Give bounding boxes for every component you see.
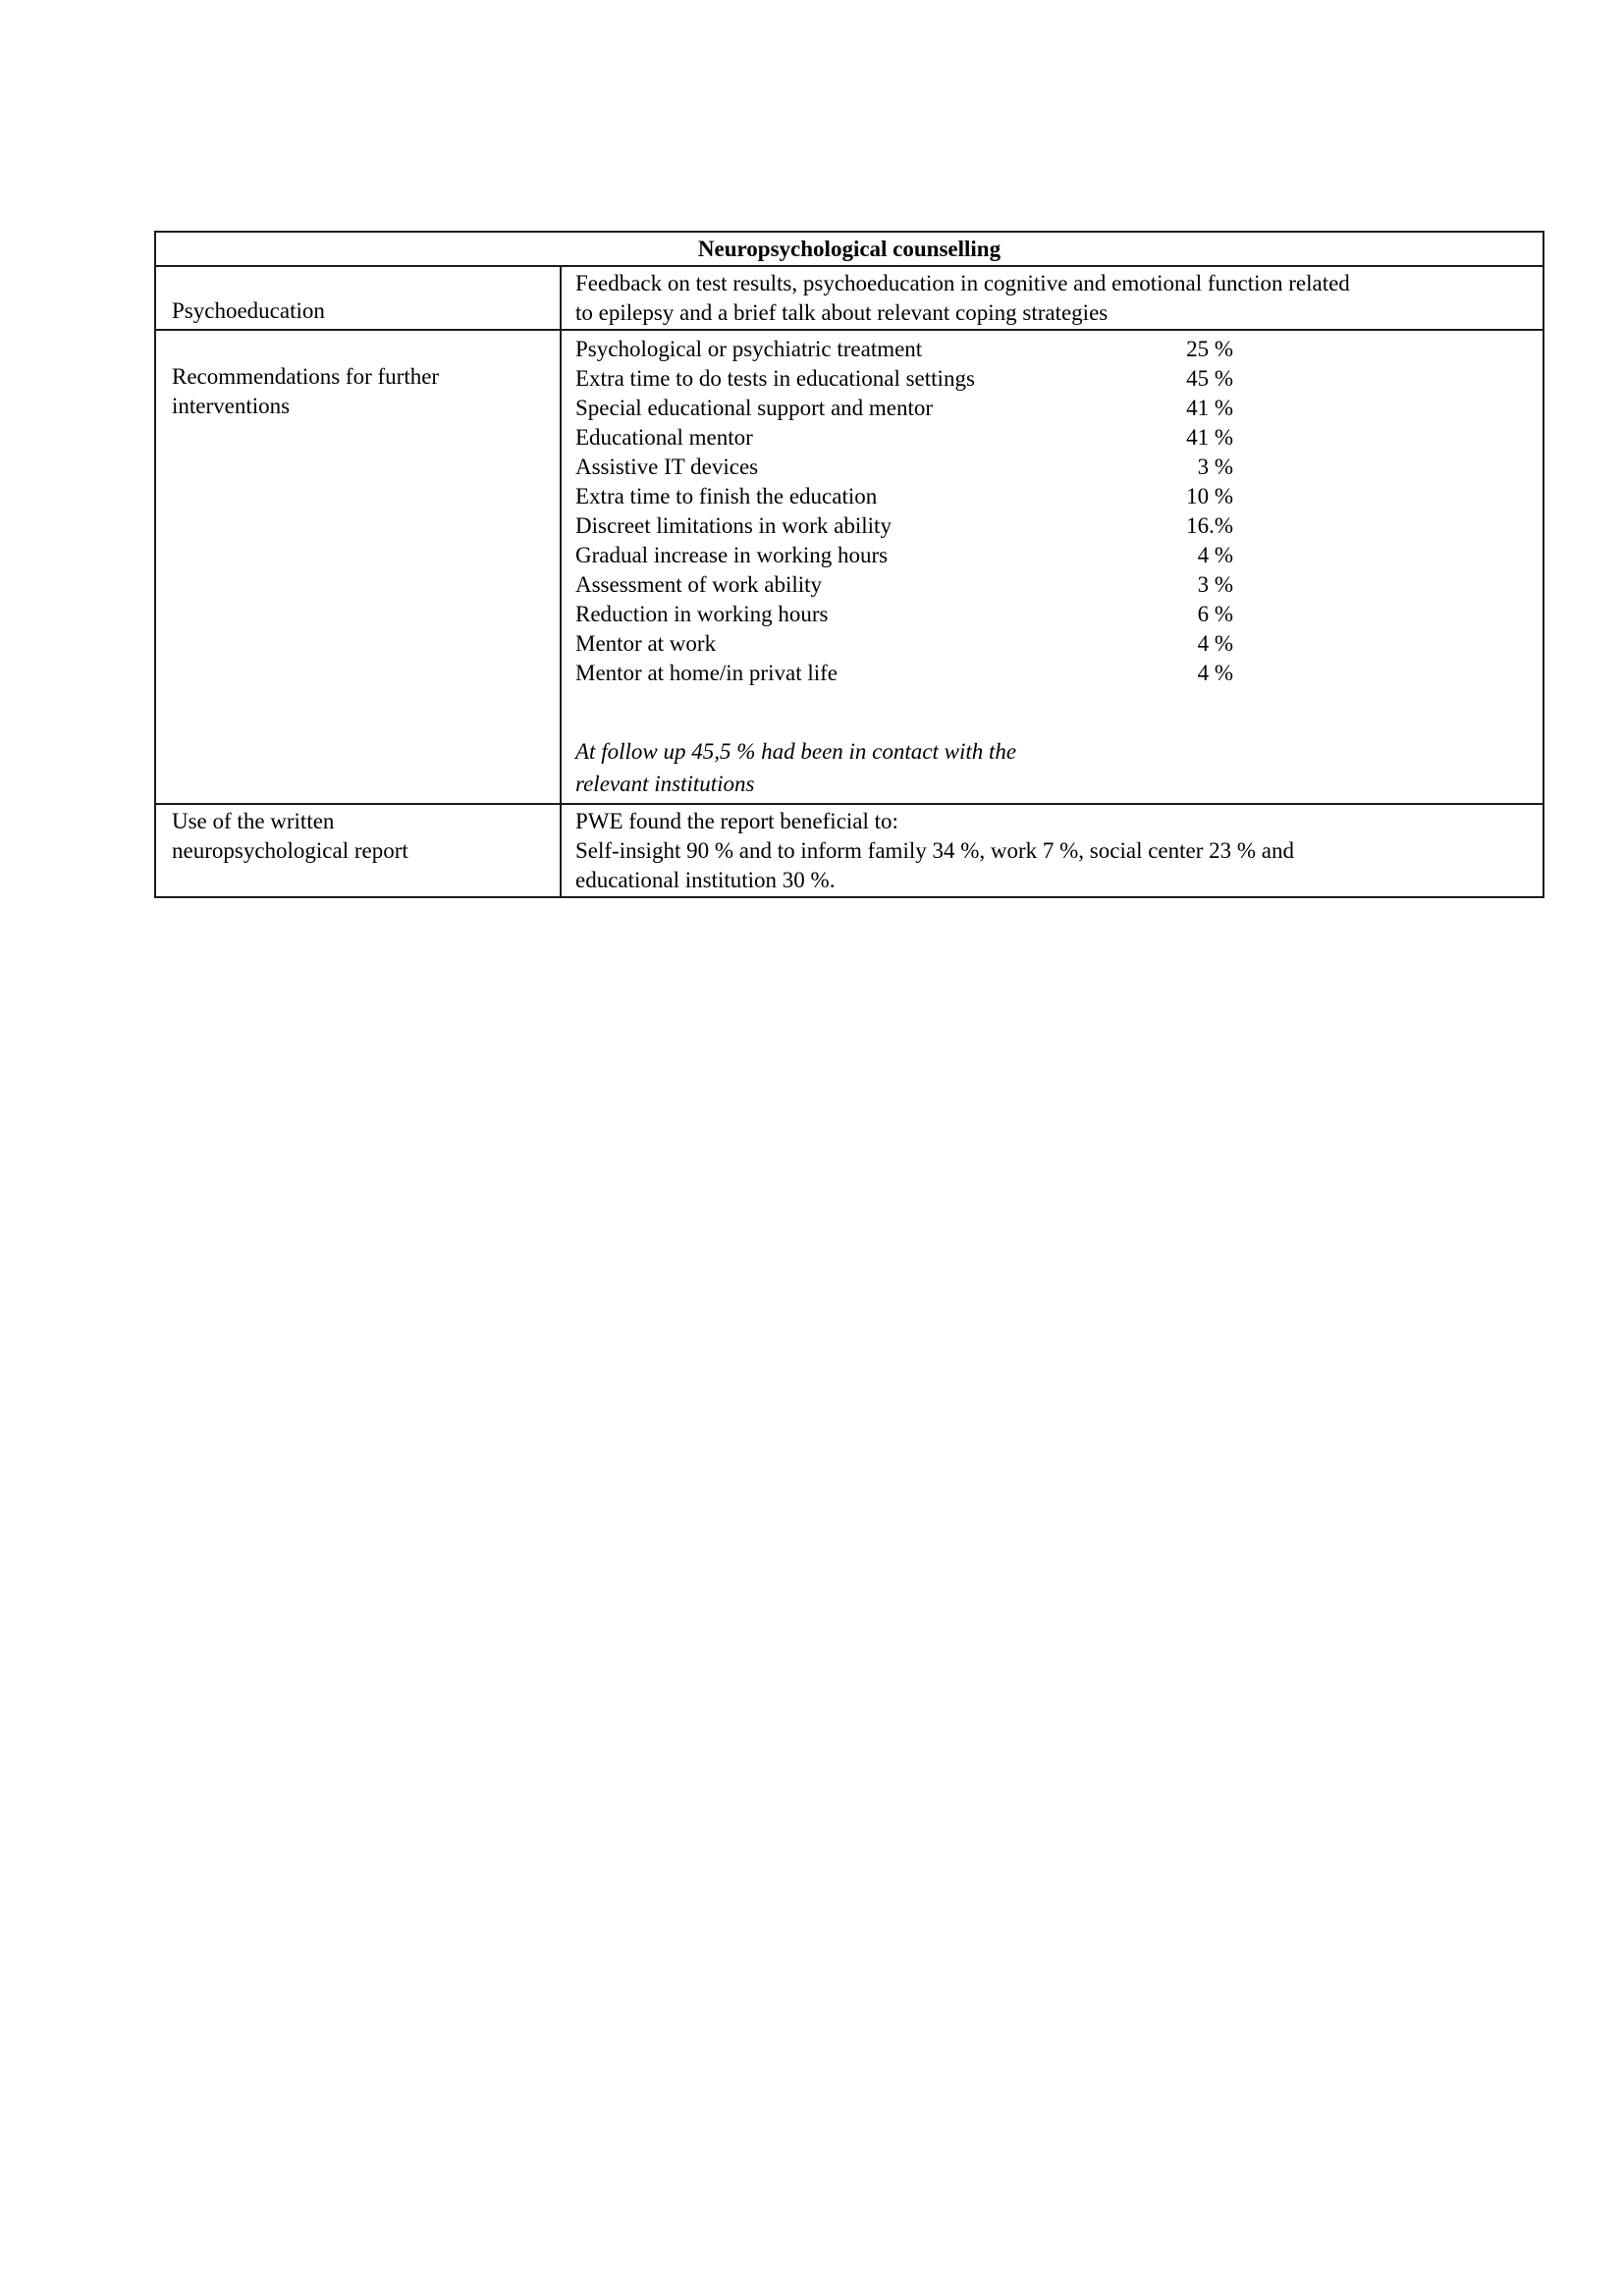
psychoeducation-content-cell: [562, 267, 1543, 329]
item-label: Mentor at work: [575, 631, 717, 656]
item-value: 25 %: [1186, 337, 1233, 361]
item-value: 4 %: [1197, 631, 1233, 656]
item-label: Special educational support and mentor: [575, 396, 934, 420]
item-value: 10 %: [1186, 484, 1233, 508]
item-value: 41 %: [1186, 396, 1233, 420]
recommendation-item: [575, 600, 1533, 629]
item-value: 3 %: [1197, 572, 1233, 597]
psychoeducation-text-line1: Feedback on test results, psychoeducation in cognitive and emotional function related: [575, 271, 1350, 295]
report-use-line3: educational institution 30 %.: [575, 868, 836, 892]
recommendations-content-cell: [562, 331, 1543, 803]
followup-note-line1: At follow up 45,5 % had been in contact with the: [575, 739, 1017, 764]
item-value: 16.%: [1186, 513, 1233, 538]
item-label: Educational mentor: [575, 425, 753, 450]
item-label: Discreet limitations in work ability: [575, 513, 892, 538]
item-label: Extra time to finish the education: [575, 484, 878, 508]
report-use-line2: Self-insight 90 % and to inform family 34 %, work 7 %, social center 23 % and: [575, 838, 1295, 863]
recommendation-item: [575, 423, 1533, 453]
report-use-content-cell: [562, 805, 1543, 896]
item-label: Extra time to do tests in educational settings: [575, 366, 975, 391]
item-value: 41 %: [1186, 425, 1233, 450]
report-use-label-line2: neuropsychological report: [172, 838, 408, 863]
psychoeducation-text-line2: to epilepsy and a brief talk about relevant coping strategies: [575, 300, 1109, 325]
item-label: Psychological or psychiatric treatment: [575, 337, 923, 361]
report-use-line1: PWE found the report beneficial to:: [575, 809, 898, 833]
recommendation-item: [575, 453, 1533, 482]
recommendations-label-cell: [156, 331, 562, 803]
item-label: Reduction in working hours: [575, 602, 829, 626]
recommendation-item: [575, 629, 1533, 659]
report-use-label-line1: Use of the written: [172, 809, 335, 833]
item-value: 45 %: [1186, 366, 1233, 391]
psychoeducation-label: Psychoeducation: [172, 298, 325, 323]
item-label: Assistive IT devices: [575, 454, 759, 479]
item-value: 6 %: [1197, 602, 1233, 626]
row-psychoeducation: [156, 267, 1543, 331]
psychoeducation-label-cell: [156, 267, 562, 329]
recommendation-item: [575, 541, 1533, 570]
item-value: 4 %: [1197, 543, 1233, 567]
recommendations-label-line1: Recommendations for further: [172, 364, 440, 389]
item-label: Assessment of work ability: [575, 572, 823, 597]
recommendation-item: [575, 511, 1533, 541]
recommendation-item: [575, 364, 1533, 394]
table-title: Neuropsychological counselling: [156, 233, 1543, 267]
recommendations-label-line2: interventions: [172, 394, 291, 418]
item-value: 3 %: [1197, 454, 1233, 479]
recommendation-item: [575, 335, 1533, 364]
recommendation-item: [575, 482, 1533, 511]
row-recommendations: [156, 331, 1543, 805]
spacer: [575, 688, 1533, 735]
counselling-table: [154, 231, 1544, 898]
item-label: Mentor at home/in privat life: [575, 661, 838, 685]
item-value: 4 %: [1197, 661, 1233, 685]
item-label: Gradual increase in working hours: [575, 543, 889, 567]
row-report-use: [156, 805, 1543, 896]
followup-note-line2: relevant institutions: [575, 772, 755, 796]
recommendation-item: [575, 570, 1533, 600]
recommendation-item: [575, 659, 1533, 688]
recommendation-item: [575, 394, 1533, 423]
report-use-label-cell: [156, 805, 562, 896]
